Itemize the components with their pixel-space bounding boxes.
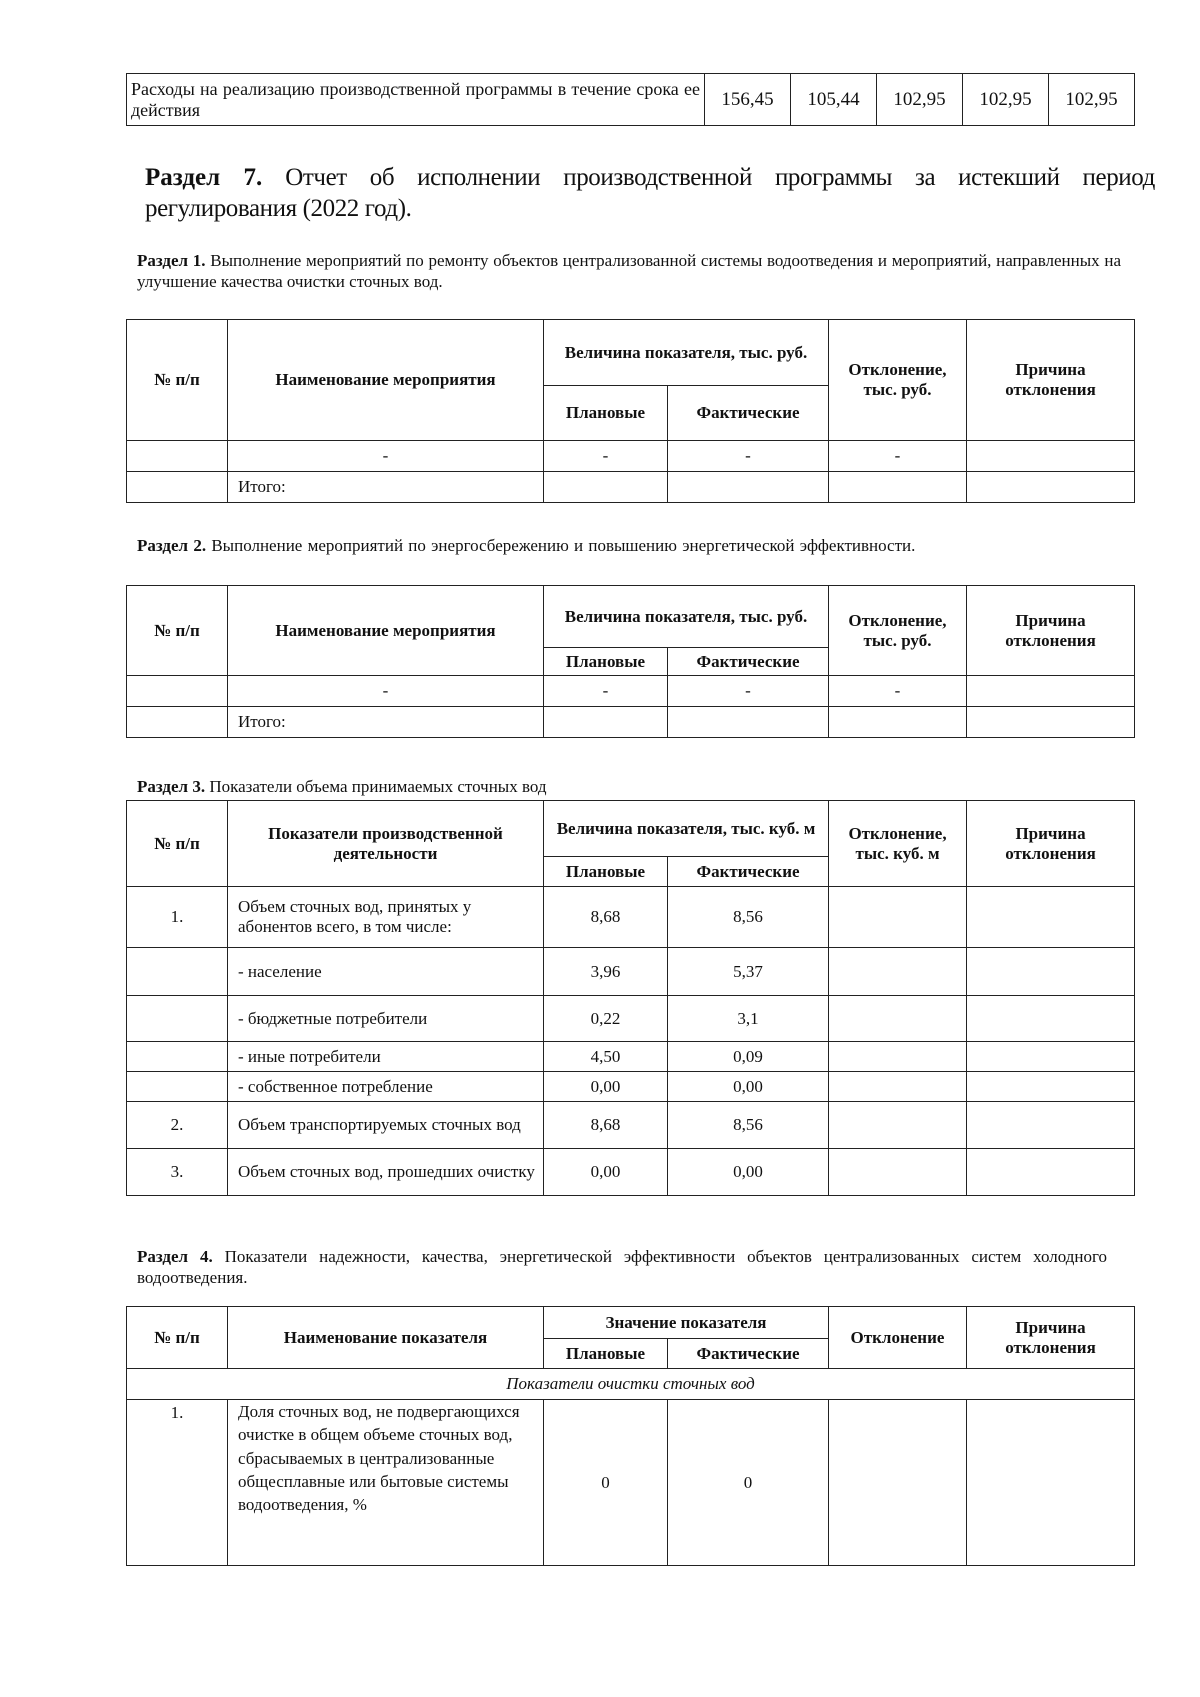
header-num: № п/п: [127, 1307, 228, 1369]
header-planned: Плановые: [544, 386, 668, 441]
row-name: Объем сточных вод, принятых у абонентов всего, в том числе:: [228, 887, 544, 948]
total-num: [127, 707, 228, 738]
header-measure-name: Наименование мероприятия: [228, 586, 544, 676]
row-actual: 0: [668, 1400, 829, 1566]
expenses-table: [126, 73, 1135, 126]
row-deviation: [829, 1072, 967, 1102]
header-actual: Фактические: [668, 1339, 829, 1369]
row-num: 1.: [127, 1400, 228, 1566]
row-reason: [967, 1072, 1135, 1102]
header-actual: Фактические: [668, 857, 829, 887]
header-num: № п/п: [127, 320, 228, 441]
row-actual: 5,37: [668, 948, 829, 996]
section2-table: [126, 585, 1135, 738]
section2-number: Раздел 2.: [137, 536, 207, 555]
row-num: 1.: [127, 887, 228, 948]
row-reason: [967, 887, 1135, 948]
row-deviation: [829, 1149, 967, 1196]
row-name: - собственное потребление: [228, 1072, 544, 1102]
header-deviation: Отклонение, тыс. руб.: [829, 320, 967, 441]
row-planned: 0: [544, 1400, 668, 1566]
section4-title: [137, 1246, 1107, 1288]
section3-number: Раздел 3.: [137, 777, 206, 796]
header-value: Величина показателя, тыс. руб.: [544, 586, 829, 648]
row-num: 3.: [127, 1149, 228, 1196]
header-deviation: Отклонение, тыс. руб.: [829, 586, 967, 676]
total-label: Итого:: [228, 472, 544, 503]
row-num: [127, 676, 228, 707]
row-reason: [967, 1042, 1135, 1072]
total-actual: [668, 472, 829, 503]
row-deviation: [829, 887, 967, 948]
row-deviation: [829, 948, 967, 996]
expenses-value: 102,95: [1049, 74, 1135, 126]
section2-title: [137, 535, 1137, 556]
row-actual: 0,00: [668, 1072, 829, 1102]
row-planned: 0,00: [544, 1072, 668, 1102]
row-name: - бюджетные потребители: [228, 996, 544, 1042]
row-deviation: -: [829, 441, 967, 472]
row-actual: 8,56: [668, 887, 829, 948]
row-name: -: [228, 441, 544, 472]
header-measure-name: Наименование мероприятия: [228, 320, 544, 441]
row-name: Объем сточных вод, прошедших очистку: [228, 1149, 544, 1196]
row-planned: 0,00: [544, 1149, 668, 1196]
row-num: 2.: [127, 1102, 228, 1149]
total-label: Итого:: [228, 707, 544, 738]
expenses-value: 156,45: [705, 74, 791, 126]
header-value: Величина показателя, тыс. руб.: [544, 320, 829, 386]
row-num: [127, 441, 228, 472]
row-reason: [967, 996, 1135, 1042]
section4-text: Показатели надежности, качества, энергетической эффективности объектов централизованных систем холодного водоотведения.: [137, 1247, 1108, 1287]
row-planned: -: [544, 676, 668, 707]
section4-number: Раздел 4.: [137, 1247, 213, 1266]
row-actual: 3,1: [668, 996, 829, 1042]
header-num: № п/п: [127, 801, 228, 887]
row-reason: [967, 1149, 1135, 1196]
section4-table: [126, 1306, 1135, 1566]
total-planned: [544, 707, 668, 738]
row-name: - иные потребители: [228, 1042, 544, 1072]
total-deviation: [829, 707, 967, 738]
section1-table: [126, 319, 1135, 503]
header-planned: Плановые: [544, 857, 668, 887]
header-indicator-value: Значение показателя: [544, 1307, 829, 1339]
section2-text: Выполнение мероприятий по энергосбережению и повышению энергетической эффективности.: [211, 536, 916, 555]
header-reason: Причина отклонения: [967, 801, 1135, 887]
row-deviation: [829, 996, 967, 1042]
total-num: [127, 472, 228, 503]
section3-text: Показатели объема принимаемых сточных вод: [209, 777, 547, 796]
section7-heading-number: Раздел 7.: [145, 164, 263, 191]
header-actual: Фактические: [668, 648, 829, 676]
row-num: [127, 948, 228, 996]
row-planned: 8,68: [544, 1102, 668, 1149]
header-indicator-name: Наименование показателя: [228, 1307, 544, 1369]
header-production-indicators: Показатели производственной деятельности: [228, 801, 544, 887]
header-reason: Причина отклонения: [967, 1307, 1135, 1369]
header-deviation: Отклонение, тыс. куб. м: [829, 801, 967, 887]
row-num: [127, 1042, 228, 1072]
row-name: Доля сточных вод, не подвергающихся очистке в общем объеме сточных вод, сбрасываемых в централизованные общесплавные или бытовые системы водоотведения, %: [228, 1400, 544, 1566]
header-reason: Причина отклонения: [967, 320, 1135, 441]
row-deviation: [829, 1102, 967, 1149]
row-actual: -: [668, 441, 829, 472]
row-actual: 0,00: [668, 1149, 829, 1196]
row-deviation: [829, 1400, 967, 1566]
header-reason: Причина отклонения: [967, 586, 1135, 676]
expenses-value: 102,95: [963, 74, 1049, 126]
row-reason: [967, 1102, 1135, 1149]
row-planned: 4,50: [544, 1042, 668, 1072]
row-name: -: [228, 676, 544, 707]
total-planned: [544, 472, 668, 503]
row-deviation: [829, 1042, 967, 1072]
section1-title: [137, 250, 1121, 292]
row-planned: 0,22: [544, 996, 668, 1042]
section1-text: Выполнение мероприятий по ремонту объектов централизованной системы водоотведения и мероприятий, направленных на улучшение качества очистки сточных вод.: [137, 251, 1122, 291]
header-planned: Плановые: [544, 648, 668, 676]
expenses-value: 105,44: [791, 74, 877, 126]
section7-heading-text: Отчет об исполнении производственной программы за истекший период регулирования (2022 год).: [145, 164, 1155, 222]
subheading-row: Показатели очистки сточных вод: [127, 1369, 1135, 1400]
header-planned: Плановые: [544, 1339, 668, 1369]
row-reason: [967, 441, 1135, 472]
section3-title: [137, 776, 1037, 797]
row-planned: 8,68: [544, 887, 668, 948]
row-planned: 3,96: [544, 948, 668, 996]
row-num: [127, 996, 228, 1042]
header-num: № п/п: [127, 586, 228, 676]
section7-heading: [145, 162, 1155, 224]
row-actual: -: [668, 676, 829, 707]
total-reason: [967, 472, 1135, 503]
total-reason: [967, 707, 1135, 738]
header-deviation: Отклонение: [829, 1307, 967, 1369]
row-planned: -: [544, 441, 668, 472]
row-name: - население: [228, 948, 544, 996]
row-reason: [967, 676, 1135, 707]
section3-table: [126, 800, 1135, 1196]
row-name: Объем транспортируемых сточных вод: [228, 1102, 544, 1149]
header-value: Величина показателя, тыс. куб. м: [544, 801, 829, 857]
total-actual: [668, 707, 829, 738]
row-actual: 0,09: [668, 1042, 829, 1072]
row-num: [127, 1072, 228, 1102]
expenses-label: Расходы на реализацию производственной программы в течение срока ее действия: [127, 74, 705, 126]
row-reason: [967, 948, 1135, 996]
row-actual: 8,56: [668, 1102, 829, 1149]
header-actual: Фактические: [668, 386, 829, 441]
total-deviation: [829, 472, 967, 503]
row-reason: [967, 1400, 1135, 1566]
row-deviation: -: [829, 676, 967, 707]
expenses-value: 102,95: [877, 74, 963, 126]
section1-number: Раздел 1.: [137, 251, 206, 270]
